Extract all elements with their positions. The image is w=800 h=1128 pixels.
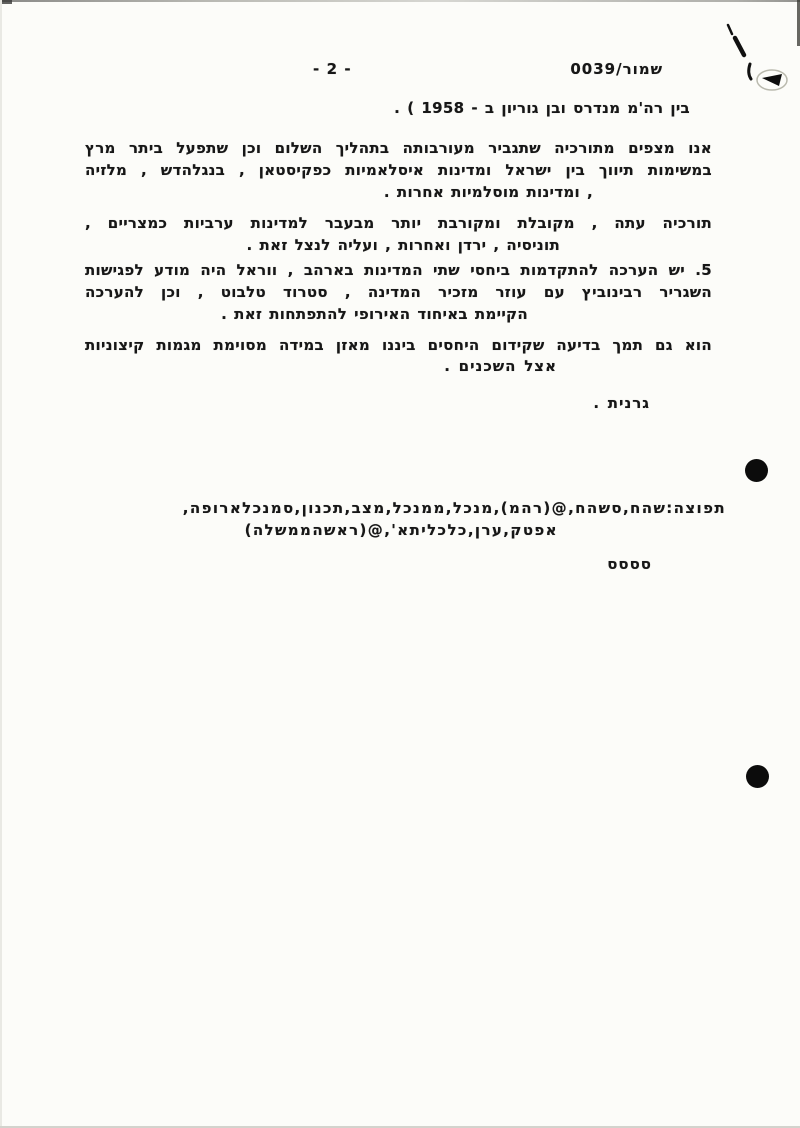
distribution-list-line: אפטק,ערן,כלכליתא',@(ראשהממשלה) [244,521,558,539]
distribution-list-line: תפוצה:שהח,סשהח,@(רהמ),מנכל,ממנכל,מצב,תכנון,סמנכלארופה, [182,499,726,517]
page-number: - 2 - [313,60,351,78]
scan-edge-left [0,0,2,1128]
body-line: , ומדינות מוסלמיות אחרות . [383,183,593,201]
body-line: הקיימת באיחוד האירופי להתפתחות זאת . [221,305,528,323]
body-line-intro: בין רה'מ מנדרס ובן גוריון ב - 1958 ) . [394,99,690,117]
body-line: במשימות תיווך בין ישראל ומדינות איסלאמיות כפקיסטאן , בנגלהדש , מלזיה [85,161,712,179]
body-line: אצל השכנים . [444,357,557,375]
body-line: תוניסיה , ירדן ואחרות , ועליה לנצל זאת . [246,236,560,254]
scan-edge-top [0,0,800,2]
signature: גרנית . [593,394,650,412]
hole-punch-mark [746,765,769,788]
body-line: השגריר רבינוביץ עם עוזר מזכיר המדינה , סטרוד טלבוט , וכן להערכה [85,283,712,301]
body-line: 5. יש הערכה להתקדמות ביחסי שתי המדינות בארהב , ווראל היה מודע לפגישות [85,261,712,279]
footer-mark: סססס [607,555,652,573]
body-line: הוא גם תמך בדיעה שקידום היחסים ביננו מאזן במידה מסוימת מגמות קיצוניות [85,336,712,354]
body-line: תורכיה עתה , מקובלת ומקורבת יותר מבעבר למדינות ערביות כמצריים , [85,214,712,232]
handwritten-scribble-icon [690,8,800,98]
hole-punch-mark [745,459,768,482]
body-line: אנו מצפים מתורכיה שתגביר מעורבותה בתהליך השלום וכן שתפעל ביתר מרץ [85,139,712,157]
classification-doc-ref: שמור/0039 [570,60,663,78]
